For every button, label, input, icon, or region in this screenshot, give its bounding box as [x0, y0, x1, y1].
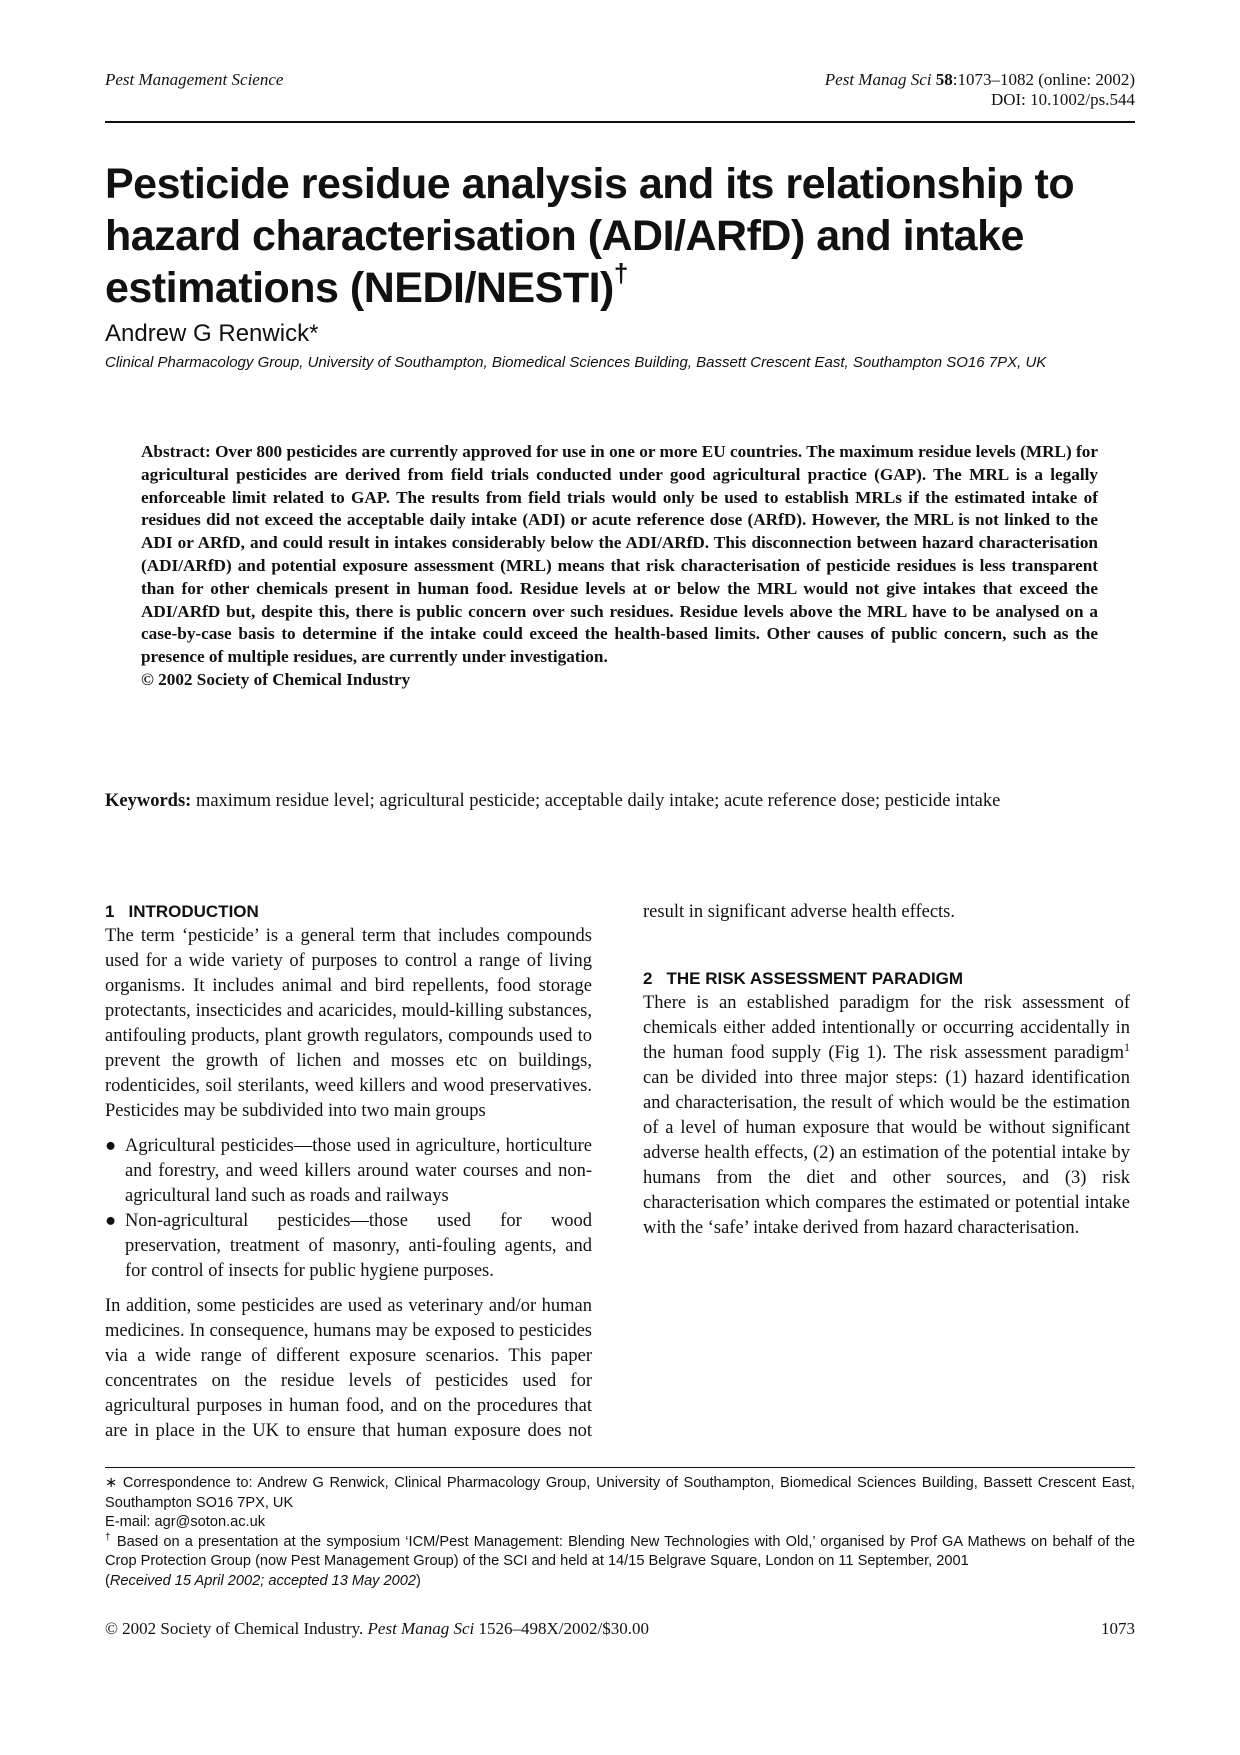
- section-2-paragraph: There is an established paradigm for the risk assessment of chemicals either added intentionally or occurring accidentally in the human food supply (Fig 1). The risk assessment paradigm$^1$ can be divided into three major steps: (1) hazard identification and characterisation, the result of which would be the estimation of a level of human exposure that would be without significant adverse health effects, (2) an estimation of the potential intake by humans from the diet and other sources, and (3) risk characterisation which compares the estimated or potential intake with the ‘safe’ intake derived from hazard characterisation.: [643, 993, 1130, 1238]
- section-2-title: THE RISK ASSESSMENT PARADIGM: [666, 969, 964, 988]
- section-1-number: 1: [105, 902, 115, 921]
- footer-citation: [105, 1619, 649, 1639]
- article-title: [105, 158, 1145, 314]
- section-1-paragraph-2: In addition, some pesticides are used as veterinary and/or human medicines. In consequence, humans may be exposed to pesticides via a wide range of different exposure scenarios. This paper concentrates on the residue levels of pesticides used for agricultural purposes in human food, and on the procedures that are in place in the UK to ensure that human exposure does not: [105, 1296, 592, 1441]
- abstract-copyright: © 2002 Society of Chemical Industry: [141, 669, 411, 689]
- abstract: [141, 441, 1098, 692]
- section-1-heading: [105, 900, 592, 924]
- citation-volume: 58: [935, 70, 953, 89]
- page-number: 1073: [1101, 1619, 1135, 1638]
- doi[interactable]: DOI: 10.1002/ps.544: [990, 90, 1135, 109]
- keywords: [105, 789, 1135, 813]
- keywords-text: maximum residue level; agricultural pesticide; acceptable daily intake; acute reference dose; pesticide intake: [195, 791, 1001, 811]
- pesticide-groups-list: [105, 1134, 592, 1284]
- citation-journal: Pest Manag Sci: [824, 70, 932, 89]
- list-item: [105, 1209, 592, 1284]
- list-item: [105, 1134, 592, 1209]
- footer-journal: Pest Manag Sci: [367, 1619, 475, 1638]
- footer-issn: 1526–498X/2002/$30.00: [478, 1619, 649, 1638]
- bullet-icon: ●: [105, 1211, 117, 1231]
- section-2-heading: [643, 967, 1130, 991]
- email[interactable]: E-mail: agr@soton.ac.uk: [105, 1514, 266, 1530]
- abstract-text: Abstract: Over 800 pesticides are currently approved for use in one or more EU countries. The maximum residue levels (MRL) for agricultural pesticides are derived from field trials conducted under good agricultural practice (GAP). The MRL is a legally enforceable limit related to GAP. The results from field trials would only be used to establish MRLs if the estimated intake of residues did not exceed the acceptable daily intake (ADI) or acute reference dose (ARfD). However, the MRL is not linked to the ADI or ARfD, and could result in intakes considerably below the ADI/ARfD. This disconnection between hazard characterisation (ADI/ARfD) and potential exposure assessment (MRL) means that risk characterisation of pesticide residues is less transparent than for other chemicals present in human food. Residue levels at or below the MRL would not give intakes that exceed the ADI/ARfD but, despite this, there is public concern over such residues. Residue levels above the MRL have to be analysed on a case-by-case basis to determine if the intake could exceed the health-based limits. Other causes of public concern, such as the presence of multiple residues, are currently under investigation.: [141, 442, 1098, 667]
- citation-line: [825, 70, 1135, 90]
- author-affiliation: Clinical Pharmacology Group, University of Southampton, Biomedical Sciences Building, Bassett Crescent East, Southampton SO16 7PX, UK: [105, 354, 1047, 371]
- author-name: Andrew G Renwick*: [105, 320, 319, 347]
- footnote-divider: [105, 1467, 1135, 1468]
- left-column: [105, 900, 592, 1444]
- correspondence-mark: ∗: [105, 1475, 118, 1491]
- title-footnote-mark[interactable]: †: [613, 258, 628, 288]
- section-2-number: 2: [643, 969, 653, 988]
- reference-1-link[interactable]: 1: [1124, 1040, 1130, 1054]
- citation-pages: :1073–1082 (online: 2002): [952, 70, 1135, 89]
- bullet-icon: ●: [105, 1136, 117, 1156]
- journal-name: Pest Management Science: [105, 70, 284, 89]
- received-dates: (Received 15 April 2002; accepted 13 May 2002): [105, 1572, 421, 1589]
- header-divider: [105, 121, 1135, 123]
- presentation-mark: †: [105, 1531, 112, 1543]
- keywords-label: Keywords:: [105, 791, 192, 811]
- title-text: Pesticide residue analysis and its relationship to hazard characterisation (ADI/ARfD) and intake estimations (NEDI/NESTI): [105, 160, 1075, 312]
- section-1-paragraph-2-continued: result in significant adverse health effects.: [643, 902, 955, 922]
- list-item-text: Non-agricultural pesticides—those used for wood preservation, treatment of masonry, anti-fouling agents, and for control of insects for public hygiene purposes.: [125, 1211, 592, 1281]
- section-1-paragraph-1: The term ‘pesticide’ is a general term that includes compounds used for a wide variety of purposes to control a range of living organisms. It includes animal and bird repellents, food storage protectants, insecticides and acaricides, mould-killing substances, antifouling products, plant growth regulators, compounds used to prevent the growth of lichen and mosses etc on buildings, rodenticides, soil sterilants, weed killers and wood preservatives. Pesticides may be subdivided into two main groups: [105, 926, 592, 1121]
- citation-block: [825, 70, 1135, 110]
- correspondence-note: ∗ Correspondence to: Andrew G Renwick, Clinical Pharmacology Group, University of Southampton, Biomedical Sciences Building, Bassett Crescent East, Southampton SO16 7PX, UK: [105, 1475, 1135, 1511]
- section-1-title: INTRODUCTION: [128, 902, 259, 921]
- footnotes: [105, 1474, 1135, 1591]
- list-item-text: Agricultural pesticides—those used in agriculture, horticulture and forestry, and weed killers around water courses and non-agricultural land such as roads and railways: [125, 1136, 592, 1206]
- footer-copyright: © 2002 Society of Chemical Industry.: [105, 1619, 364, 1638]
- right-column: [643, 900, 1130, 1241]
- presentation-note: † Based on a presentation at the symposium ‘ICM/Pest Management: Blending New Technologies with Old,’ organised by Prof GA Mathews on behalf of the Crop Protection Group (now Pest Management Group) of the SCI and held at 14/15 Belgrave Square, London on 11 September, 2001: [105, 1531, 1135, 1569]
- section-spacer: [643, 925, 1130, 967]
